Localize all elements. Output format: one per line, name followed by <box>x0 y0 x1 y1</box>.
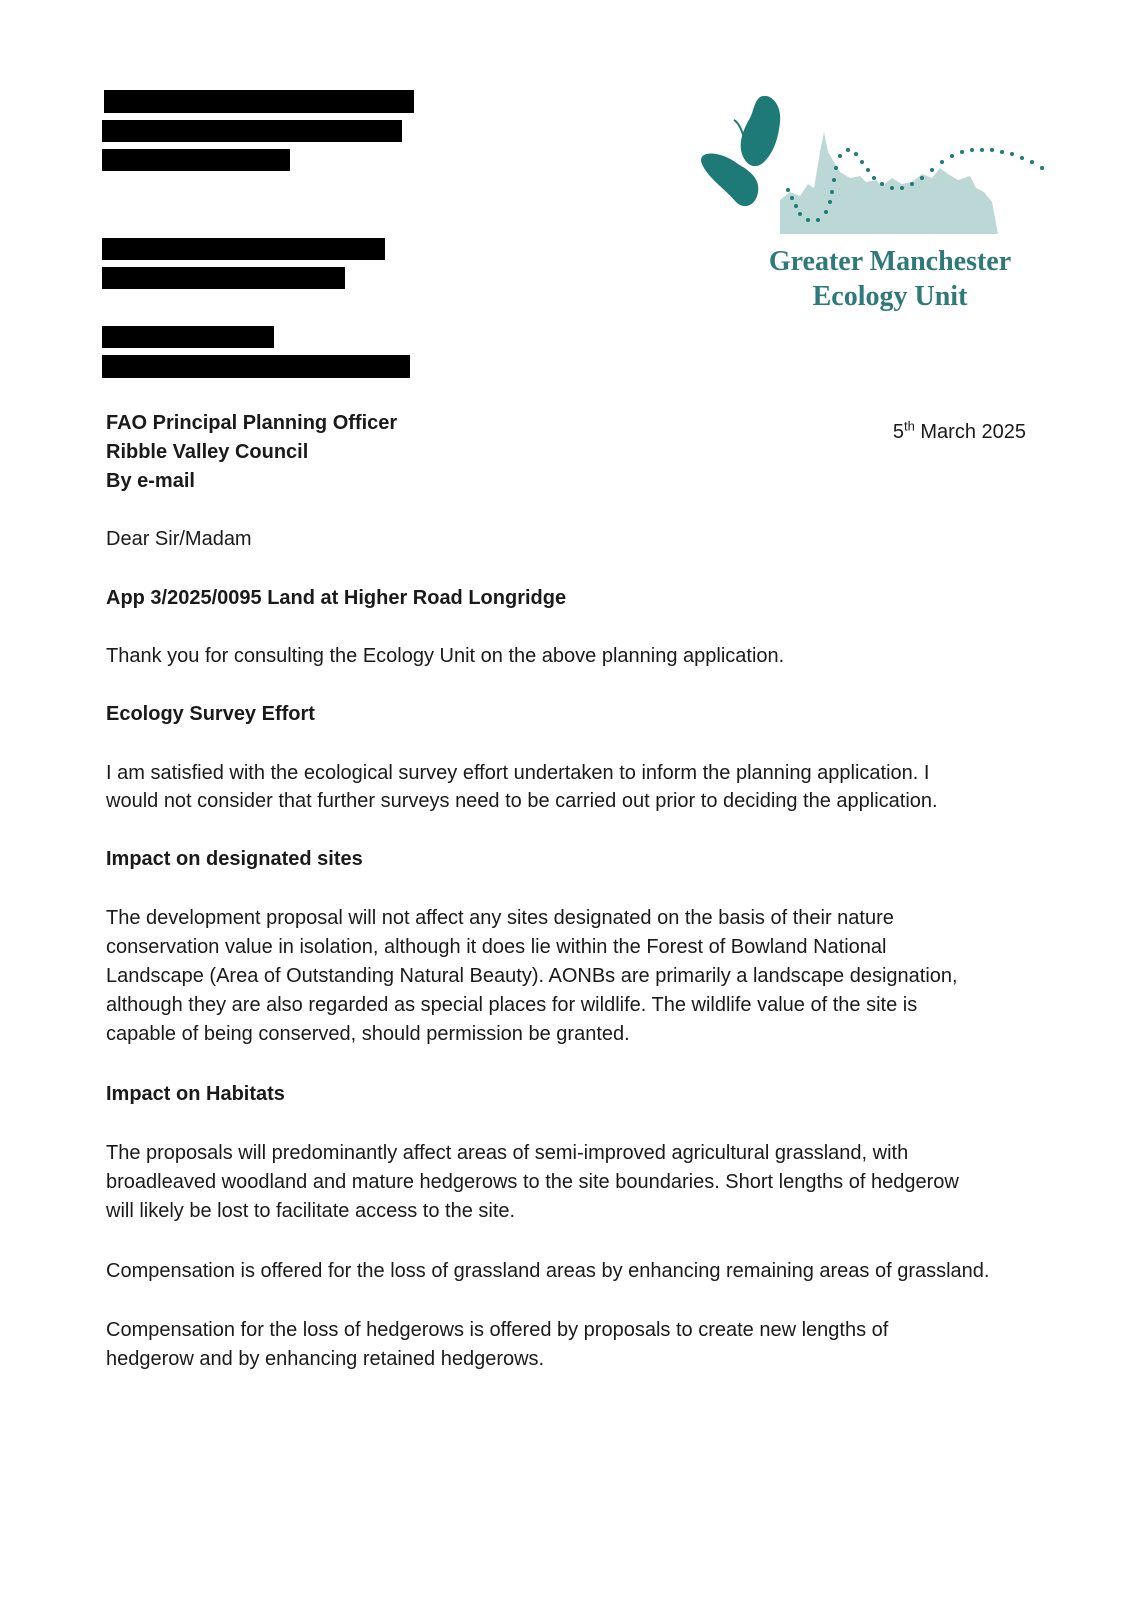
logo-title-line2: Ecology Unit <box>812 281 968 312</box>
redacted-block <box>102 267 345 289</box>
subject-line: App 3/2025/0095 Land at Higher Road Longridge <box>106 587 567 609</box>
paragraph-line: conservation value in isolation, although it does lie within the Forest of Bowland National <box>106 936 887 958</box>
salutation: Dear Sir/Madam <box>106 528 252 550</box>
paragraph-line: I am satisfied with the ecological survey effort undertaken to inform the planning application. I <box>106 762 930 784</box>
redacted-block <box>102 120 402 142</box>
paragraph-line: The proposals will predominantly affect areas of semi-improved agricultural grassland, with <box>106 1142 909 1164</box>
skyline-icon <box>780 132 998 234</box>
logo-title-line1: Greater Manchester <box>768 246 1012 277</box>
paragraph-line: would not consider that further surveys need to be carried out prior to deciding the application. <box>106 790 938 812</box>
butterfly-icon <box>701 96 780 206</box>
date-month-year: March 2025 <box>914 421 1026 443</box>
paragraph-line: Compensation for the loss of hedgerows is offered by proposals to create new lengths of <box>106 1319 889 1341</box>
addressee-line: Ribble Valley Council <box>106 441 309 463</box>
date-suffix: th <box>903 418 915 434</box>
letter-date <box>893 417 1026 447</box>
section-heading: Impact on designated sites <box>106 848 363 870</box>
redacted-block <box>102 238 385 260</box>
intro-paragraph: Thank you for consulting the Ecology Unit on the above planning application. <box>106 645 785 667</box>
addressee-line: FAO Principal Planning Officer <box>106 412 398 434</box>
paragraph-line: capable of being conserved, should permission be granted. <box>106 1023 630 1045</box>
redacted-block <box>102 326 274 348</box>
redacted-block <box>102 149 290 171</box>
section-heading: Impact on Habitats <box>106 1083 285 1105</box>
date-day: 5 <box>892 421 904 443</box>
paragraph-line: Landscape (Area of Outstanding Natural Beauty). AONBs are primarily a landscape designation, <box>106 965 958 987</box>
addressee-line: By e-mail <box>106 470 195 492</box>
paragraph-line: The development proposal will not affect any sites designated on the basis of their nature <box>106 907 894 929</box>
redacted-block <box>104 90 414 113</box>
paragraph-line: although they are also regarded as special places for wildlife. The wildlife value of the site is <box>106 994 918 1016</box>
paragraph-line: hedgerow and by enhancing retained hedgerows. <box>106 1348 545 1370</box>
paragraph-line: Compensation is offered for the loss of grassland areas by enhancing remaining areas of grassland. <box>106 1260 990 1282</box>
section-heading: Ecology Survey Effort <box>106 703 315 725</box>
paragraph-line: broadleaved woodland and mature hedgerows to the site boundaries. Short lengths of hedgerow <box>106 1171 959 1193</box>
redacted-block <box>102 355 410 378</box>
paragraph-line: will likely be lost to facilitate access to the site. <box>106 1200 516 1222</box>
